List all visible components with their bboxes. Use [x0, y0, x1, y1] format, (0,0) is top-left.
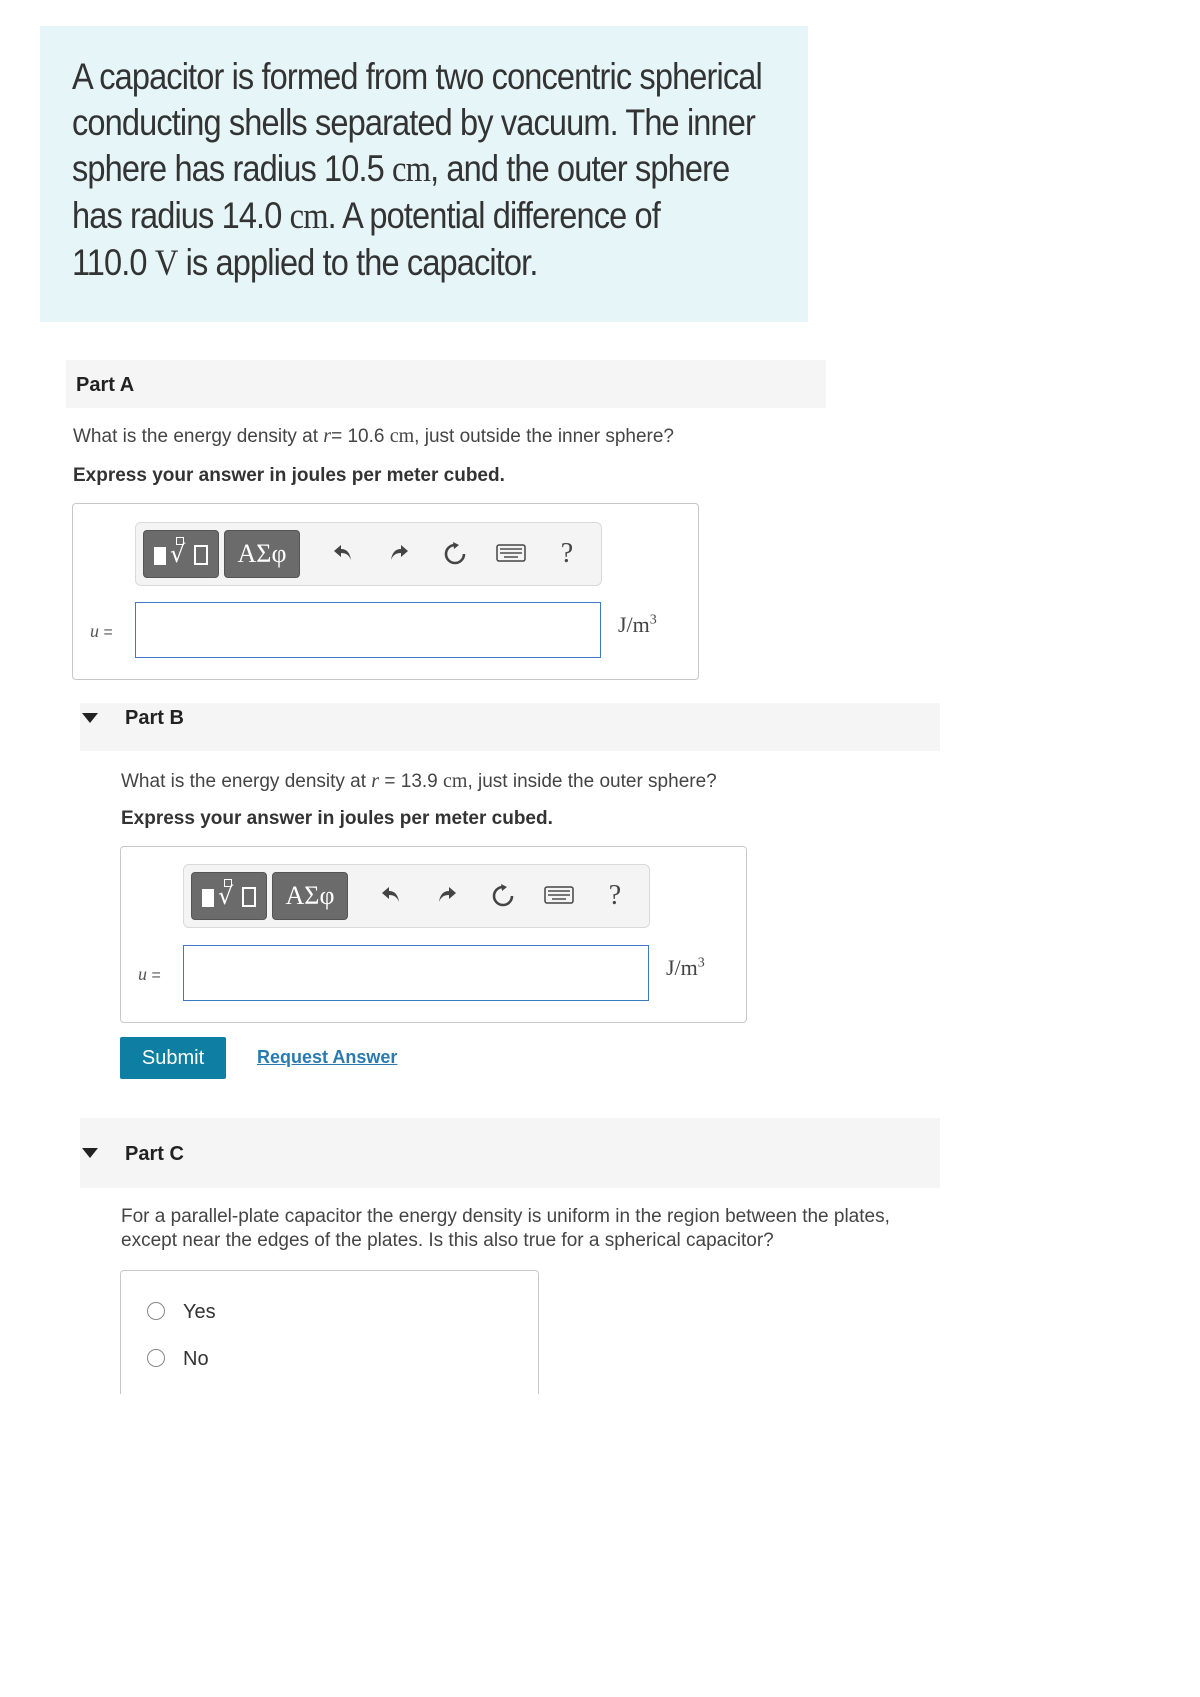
part-b-question: What is the energy density at r = 13.9 cm, just inside the outer sphere? [121, 770, 717, 792]
part-a-question: What is the energy density at r= 10.6 cm, just outside the inner sphere? [73, 425, 675, 447]
problem-statement [40, 26, 808, 322]
redo-icon[interactable] [430, 879, 464, 913]
radio-yes[interactable] [147, 1302, 165, 1320]
undo-icon[interactable] [374, 879, 408, 913]
help-icon[interactable]: ? [608, 880, 622, 911]
problem-text: A capacitor is formed from two concentric spherical conducting shells separated by vacuum. The inner sphere has radius 10.5 cm, and the outer sphere has radius 14.0 cm. A potential difference of 110.0 V is applied to the capacitor. [72, 56, 762, 284]
request-answer-link[interactable]: Request Answer [257, 1047, 398, 1067]
radio-no[interactable] [147, 1349, 165, 1367]
part-b-unit: $J/m^3$ [666, 955, 705, 980]
keyboard-icon[interactable] [542, 879, 576, 913]
part-b-answer-input[interactable] [183, 945, 649, 1001]
part-b-title: Part B [125, 707, 184, 729]
redo-icon[interactable] [382, 537, 416, 571]
collapse-triangle-icon[interactable] [82, 1148, 98, 1158]
part-b-header[interactable] [80, 703, 940, 751]
help-icon[interactable]: ? [560, 538, 574, 569]
part-b-variable-label: u = [138, 964, 161, 984]
part-a-answer-input[interactable] [135, 602, 601, 658]
part-a-answer-box [72, 503, 699, 680]
keyboard-icon[interactable] [494, 537, 528, 571]
collapse-triangle-icon[interactable] [82, 713, 98, 723]
part-a-header[interactable] [66, 360, 826, 408]
greek-letters-icon[interactable]: ΑΣφ [224, 530, 300, 578]
reset-icon[interactable] [486, 879, 520, 913]
part-c-choices: Yes No [120, 1270, 539, 1394]
part-a-instruction: Express your answer in joules per meter cubed. [73, 465, 505, 486]
part-c-header[interactable] [80, 1118, 940, 1188]
part-c-question: For a parallel-plate capacitor the energy density is uniform in the region between the plates, except near the edges of the plates. Is this also true for a spherical capacitor? [121, 1206, 890, 1251]
part-a-math-toolbar [135, 522, 602, 586]
template-icon[interactable]: √ [191, 872, 267, 920]
submit-button[interactable]: Submit [120, 1037, 226, 1079]
reset-icon[interactable] [438, 537, 472, 571]
template-icon[interactable]: √ [143, 530, 219, 578]
greek-letters-icon[interactable]: ΑΣφ [272, 872, 348, 920]
part-b-instruction: Express your answer in joules per meter cubed. [121, 808, 553, 829]
part-a-title: Part A [76, 374, 135, 396]
part-a-unit: $J/m^3$ [618, 612, 657, 637]
part-b-answer-box [120, 846, 747, 1023]
part-a-variable-label: u = [90, 621, 113, 641]
part-b-math-toolbar [183, 864, 650, 928]
part-c-title: Part C [125, 1143, 184, 1165]
undo-icon[interactable] [326, 537, 360, 571]
